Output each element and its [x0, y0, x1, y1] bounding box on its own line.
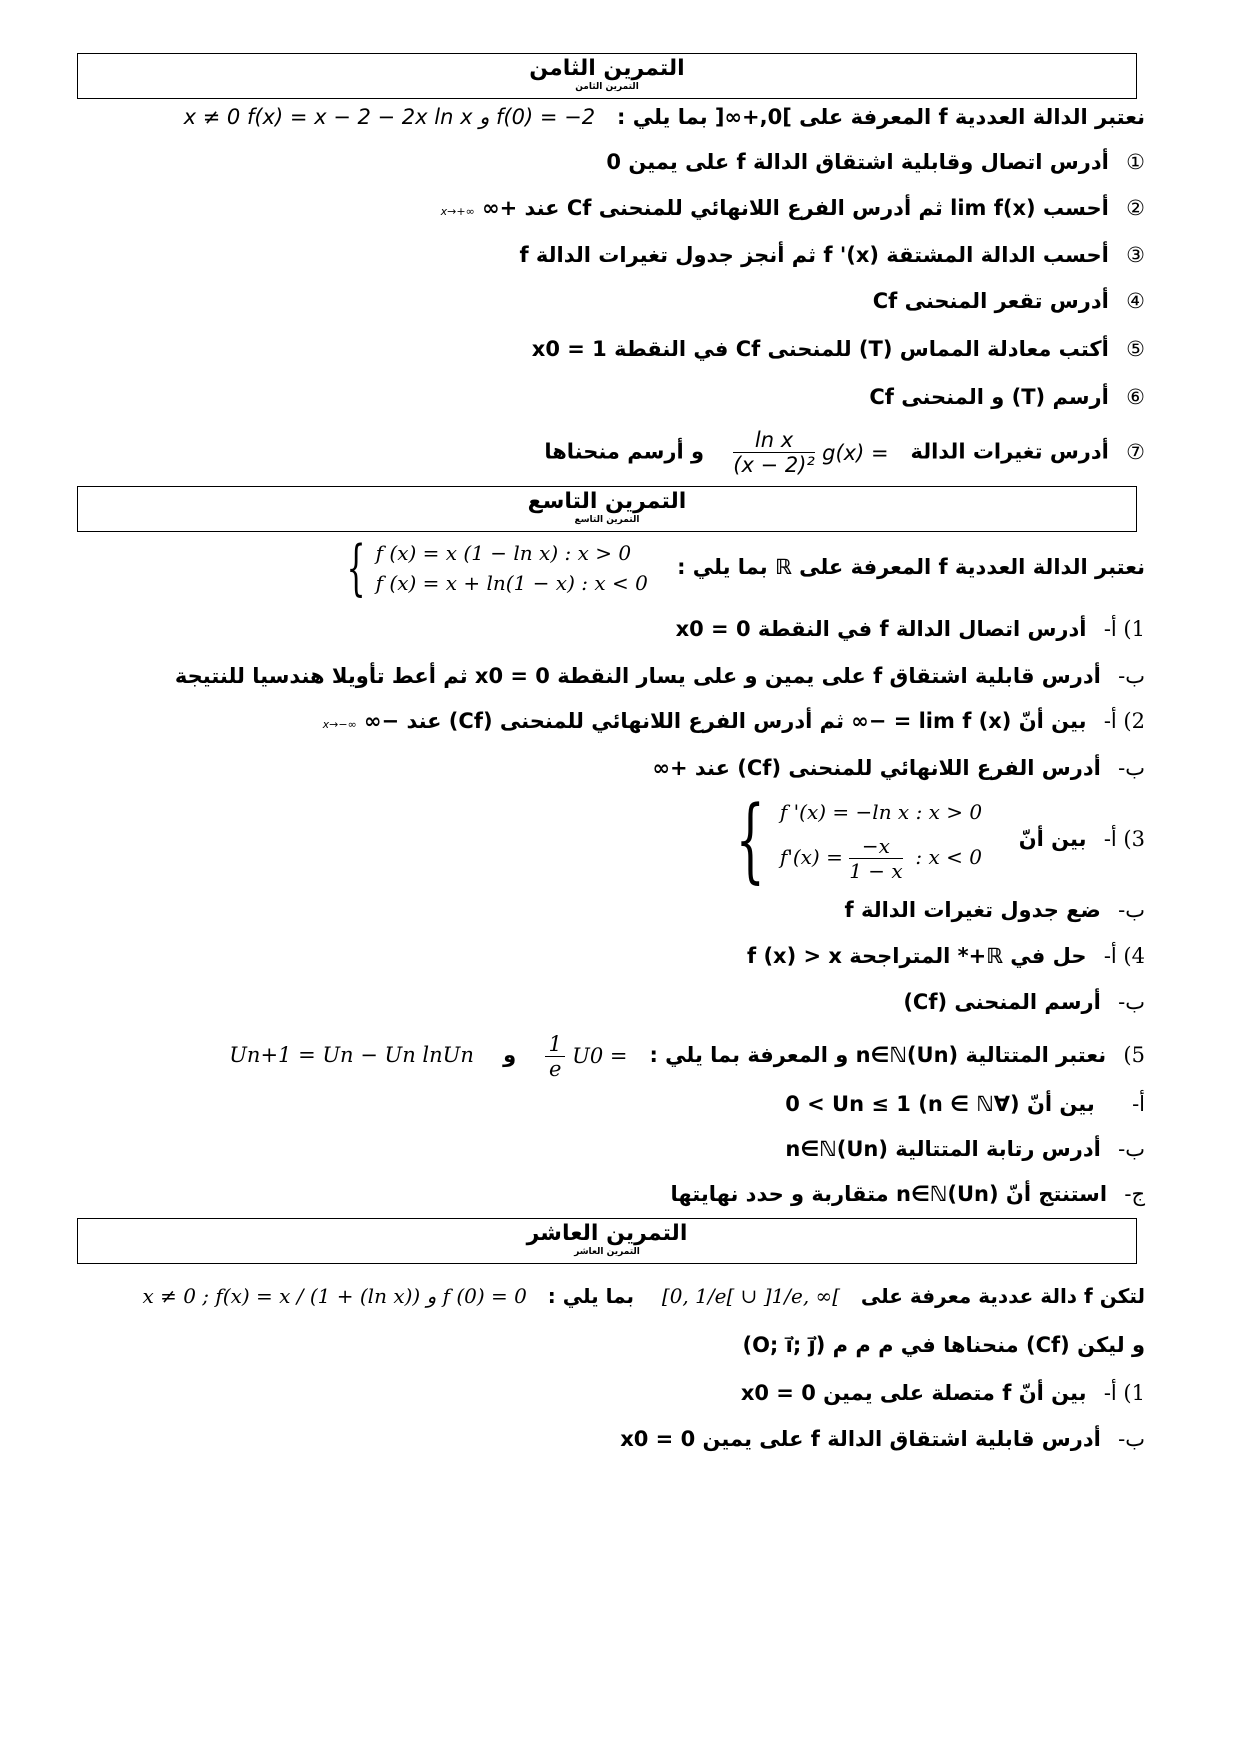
exercise-8-header: [77, 53, 1137, 99]
exercise-8-item-2: [441, 193, 1145, 227]
g-denominator: (x − 2)²: [733, 453, 815, 477]
question-label: ب-: [1118, 756, 1145, 780]
question-label: أ-: [1132, 1092, 1145, 1116]
exercise-10-subtitle: التمرين العاشر: [574, 1247, 640, 1257]
exercise-8-intro: [184, 102, 1145, 132]
exercise-9-q2a: [323, 706, 1145, 740]
question-label: ب-: [1118, 990, 1145, 1014]
exercise-8-title: التمرين الثامن: [529, 56, 685, 81]
exercise-9-q3b: [845, 895, 1145, 925]
item-number: ③: [1126, 243, 1145, 267]
question-text: استنتج أنّ (Un)n∈ℕ متقاربة و حدد نهايتها: [670, 1182, 1108, 1206]
item-number: ④: [1126, 289, 1145, 313]
fraction-numerator: 1: [545, 1032, 564, 1057]
question-text: أدرس رتابة المتتالية (Un)n∈ℕ: [785, 1137, 1101, 1161]
item-number: ⑦: [1126, 439, 1145, 464]
question-text: بين أنّ (∀n ∈ ℕ) 0 < Un ≤ 1: [785, 1092, 1095, 1116]
question-label: 2) أ-: [1103, 709, 1145, 733]
limit-subscript: x→+∞: [440, 205, 475, 218]
exercise-10-frame-text: و ليكن (Cf) منحناها في م م م (O; i⃗; j⃗): [742, 1333, 1145, 1357]
exercise-10-intro-text-2: بما يلي :: [547, 1284, 635, 1308]
exercise-10-header: [77, 1218, 1137, 1264]
question-text: أدرس قابلية اشتقاق f على يمين و على يسار النقطة x0 = 0 ثم أعط تأويلا هندسيا للنتيجة: [174, 664, 1101, 688]
exercise-10-intro-text: لتكن f دالة عددية معرفة على: [860, 1284, 1145, 1308]
question-text: أدرس قابلية اشتقاق الدالة f على يمين x0 = 0: [620, 1427, 1101, 1451]
exercise-10-domain: [0, 1/e[ ∪ ]1/e, ∞[: [661, 1284, 841, 1308]
item-number: ⑤: [1126, 337, 1145, 361]
exercise-8-intro-math: x ≠ 0 f(x) = x − 2 − 2x ln x و f(0) = −2: [183, 105, 596, 129]
recurrence-relation: Un+1 = Un − Un lnUn: [229, 1043, 474, 1067]
exercise-9-q5b: [785, 1134, 1145, 1164]
question-label: 4) أ-: [1103, 944, 1145, 968]
question-label: ب-: [1118, 1427, 1145, 1451]
system-brace: {: [736, 786, 766, 893]
exercise-9-q5c: [671, 1179, 1145, 1209]
item-text: أدرس تقعر المنحنى Cf: [872, 289, 1109, 313]
question-label: ب-: [1118, 898, 1145, 922]
u0-lhs: U0 =: [572, 1044, 628, 1068]
exercise-9-title: التمرين التاسع: [527, 489, 687, 514]
exercise-8-item-5: [532, 334, 1145, 364]
derivative-system: [721, 786, 983, 893]
exercise-10-q1b: [620, 1424, 1145, 1454]
derivative-fraction: [849, 834, 902, 883]
question-label: 3) أ-: [1103, 827, 1145, 851]
item-text: أكتب معادلة المماس (T) للمنحنى Cf في النقطة x0 = 1: [531, 337, 1109, 361]
exercise-9-q1b: [175, 661, 1145, 691]
question-text: أرسم المنحنى (Cf): [903, 990, 1101, 1014]
question-label: ج-: [1124, 1182, 1145, 1206]
exercise-10-definition: x ≠ 0 ; f(x) = x / (1 + (ln x)) و f (0) = 0: [142, 1284, 527, 1308]
item-text: أحسب الدالة المشتقة f '(x) ثم أنجز جدول تغيرات الدالة f: [519, 243, 1109, 267]
exercise-9-q3a: [721, 786, 1145, 893]
fraction-denominator: e: [548, 1056, 562, 1081]
exercise-9-q4a: [747, 941, 1145, 971]
exercise-9-q1a: [676, 614, 1145, 644]
exercise-8-subtitle: التمرين الثامن: [575, 82, 639, 92]
question-label: ب-: [1118, 1137, 1145, 1161]
item-number: ①: [1126, 150, 1145, 174]
exercise-10-line-2: [742, 1330, 1145, 1360]
g-lhs: g(x) =: [822, 440, 889, 465]
limit-subscript: x→−∞: [322, 718, 357, 731]
system-row-2: f (x) = x + ln(1 − x) : x < 0: [375, 571, 648, 595]
g-fraction: [733, 428, 815, 477]
derivative-row-2: [780, 834, 982, 883]
exercise-9-intro-text: نعتبر الدالة العددية f المعرفة على ℝ بما يلي :: [677, 555, 1145, 579]
question-text: بين أنّ lim f (x) = −∞ ثم أدرس الفرع اللانهائي للمنحنى (Cf) عند −∞: [364, 709, 1087, 733]
exercise-8-item-6: [869, 382, 1145, 412]
exercise-8-item-4: [873, 286, 1145, 316]
exercise-9-q5: [229, 1030, 1145, 1081]
question-label: 1) أ-: [1103, 617, 1145, 641]
question-text: أدرس اتصال الدالة f في النقطة x0 = 0: [675, 617, 1087, 641]
derivative-lhs: f'(x) =: [779, 844, 843, 869]
item-number: ②: [1126, 196, 1145, 220]
item-text: أرسم (T) و المنحنى Cf: [869, 385, 1109, 409]
item-text: أحسب lim f(x) ثم أدرس الفرع اللانهائي للمنحنى Cf عند +∞: [482, 196, 1109, 220]
exercise-8-item-3: [519, 240, 1145, 270]
exercise-9-subtitle: التمرين التاسع: [574, 515, 640, 525]
exercise-10-intro: [142, 1268, 1145, 1324]
question-text: أدرس الفرع اللانهائي للمنحنى (Cf) عند +∞: [652, 756, 1101, 780]
u0-fraction: [545, 1032, 564, 1081]
exercise-10-q1a: [741, 1378, 1145, 1408]
question-text: حل في ℝ+* المتراجحة f (x) > x: [747, 944, 1087, 968]
derivative-row-1: f '(x) = −ln x : x > 0: [779, 800, 983, 825]
item-text-after: و أرسم منحناها: [544, 439, 705, 464]
conjunction: و: [503, 1043, 517, 1067]
exercise-8-item-7: [544, 428, 1145, 477]
exercise-8-intro-text: نعتبر الدالة العددية f المعرفة على ]0,+∞[ بما يلي :: [617, 105, 1145, 129]
system-brace: {: [347, 533, 367, 603]
question-text: ضع جدول تغيرات الدالة f: [844, 898, 1101, 922]
question-text: بين أنّ: [1018, 827, 1087, 851]
item-text: أدرس تغيرات الدالة: [910, 439, 1109, 464]
item-text: أدرس اتصال وقابلية اشتقاق الدالة f على يمين 0: [606, 150, 1109, 174]
question-text: بين أنّ f متصلة على يمين x0 = 0: [740, 1381, 1087, 1405]
question-text: نعتبر المتتالية (Un)n∈ℕ و المعرفة بما يلي :: [649, 1043, 1107, 1067]
exercise-10-title: التمرين العاشر: [526, 1221, 688, 1246]
fraction-numerator: −x: [849, 834, 902, 859]
exercise-9-intro: [337, 533, 1145, 603]
question-label: 1) أ-: [1103, 1381, 1145, 1405]
item-number: ⑥: [1126, 385, 1145, 409]
system-row-1: f (x) = x (1 − ln x) : x > 0: [375, 541, 632, 565]
exercise-9-header: [77, 486, 1137, 532]
g-numerator: ln x: [733, 428, 815, 453]
exercise-9-q5a: [785, 1089, 1145, 1119]
fraction-denominator: 1 − x: [849, 858, 903, 883]
exercise-8-item-1: [606, 147, 1145, 177]
exercise-9-system: [337, 533, 648, 603]
question-label: ب-: [1118, 664, 1145, 688]
exercise-9-q4b: [903, 987, 1145, 1017]
exercise-9-q2b: [653, 753, 1145, 783]
question-label: 5): [1123, 1043, 1145, 1067]
derivative-condition: : x < 0: [915, 844, 982, 869]
